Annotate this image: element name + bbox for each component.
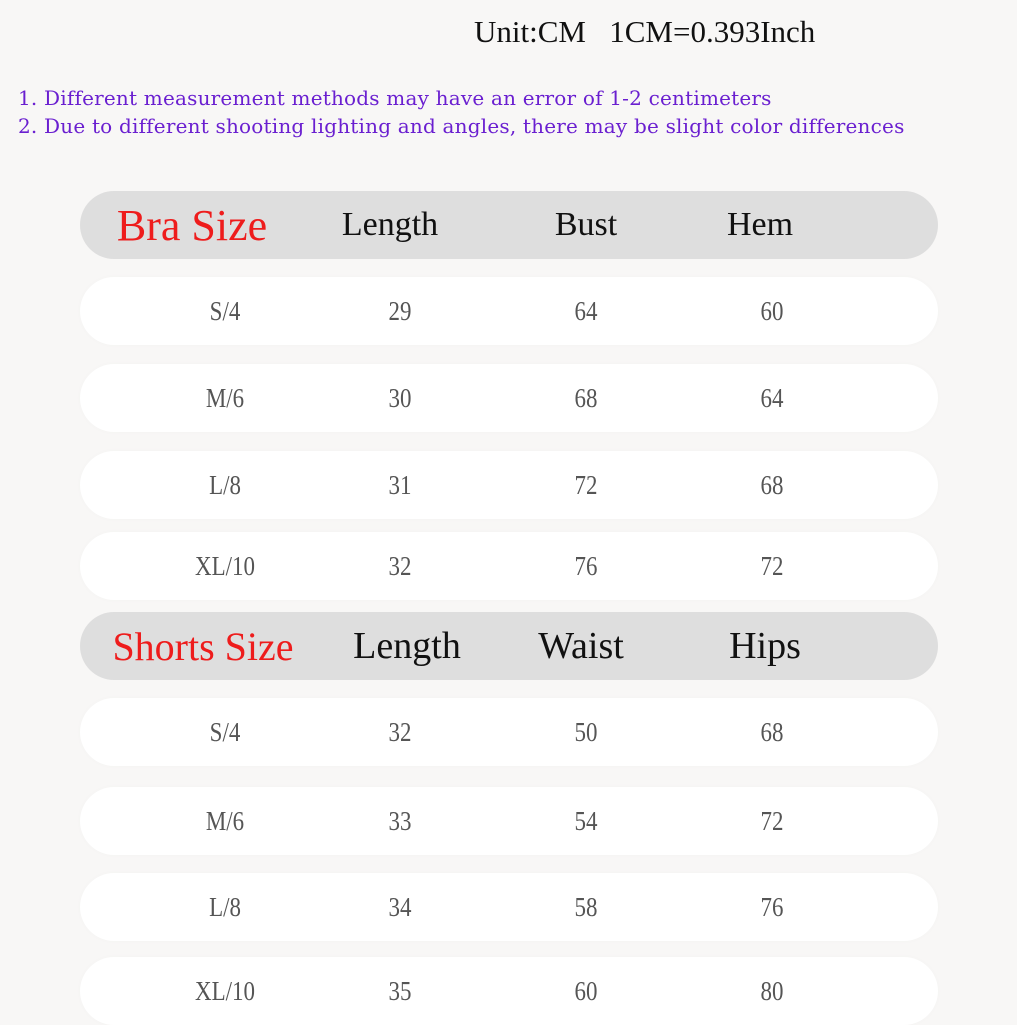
- size-cell: S/4: [209, 716, 241, 747]
- note-2: 2. Due to different shooting lighting and angles, there may be slight color differences: [18, 114, 905, 138]
- bra-header-row: [80, 191, 938, 259]
- size-cell: M/6: [205, 805, 245, 836]
- size-cell: XL/10: [195, 550, 255, 581]
- measurement-cell: 58: [574, 891, 598, 922]
- measurement-cell: 29: [388, 295, 412, 326]
- measurement-cell: 64: [574, 295, 598, 326]
- shorts-column-header: Waist: [538, 625, 624, 667]
- note-1: 1. Different measurement methods may have an error of 1-2 centimeters: [18, 86, 772, 110]
- shorts-size-title: Shorts Size: [112, 623, 294, 669]
- measurement-cell: 68: [574, 382, 598, 413]
- size-cell: L/8: [209, 469, 241, 500]
- bra-table-row: [80, 451, 938, 519]
- bra-table-row: [80, 277, 938, 345]
- measurement-cell: 33: [388, 805, 412, 836]
- measurement-cell: 76: [760, 891, 784, 922]
- shorts-table-row: [80, 698, 938, 766]
- size-cell: M/6: [205, 382, 245, 413]
- measurement-cell: 72: [760, 550, 784, 581]
- bra-column-header: Bust: [554, 206, 618, 243]
- shorts-table-row: [80, 873, 938, 941]
- measurement-cell: 35: [388, 975, 412, 1006]
- measurement-cell: 68: [760, 716, 784, 747]
- shorts-table-row: [80, 787, 938, 855]
- measurement-cell: 60: [760, 295, 784, 326]
- bra-table-row: [80, 364, 938, 432]
- measurement-cell: 60: [574, 975, 598, 1006]
- bra-table-row: [80, 532, 938, 600]
- unit-label: Unit:CM 1CM=0.393Inch: [474, 14, 816, 49]
- measurement-cell: 76: [574, 550, 598, 581]
- measurement-cell: 54: [574, 805, 598, 836]
- shorts-table-row: [80, 957, 938, 1025]
- measurement-cell: 30: [388, 382, 412, 413]
- bra-size-title: Bra Size: [116, 200, 268, 250]
- measurement-cell: 72: [574, 469, 598, 500]
- shorts-column-header: Length: [353, 625, 461, 667]
- size-cell: L/8: [209, 891, 241, 922]
- measurement-cell: 64: [760, 382, 784, 413]
- measurement-cell: 31: [388, 469, 412, 500]
- bra-column-header: Length: [341, 206, 439, 243]
- measurement-cell: 80: [760, 975, 784, 1006]
- measurement-cell: 32: [388, 550, 412, 581]
- measurement-cell: 68: [760, 469, 784, 500]
- size-cell: S/4: [209, 295, 241, 326]
- measurement-cell: 34: [388, 891, 412, 922]
- bra-column-header: Hem: [726, 206, 794, 243]
- measurement-cell: 50: [574, 716, 598, 747]
- measurement-cell: 32: [388, 716, 412, 747]
- size-cell: XL/10: [195, 975, 255, 1006]
- shorts-header-row: [80, 612, 938, 680]
- shorts-column-header: Hips: [729, 625, 801, 667]
- measurement-cell: 72: [760, 805, 784, 836]
